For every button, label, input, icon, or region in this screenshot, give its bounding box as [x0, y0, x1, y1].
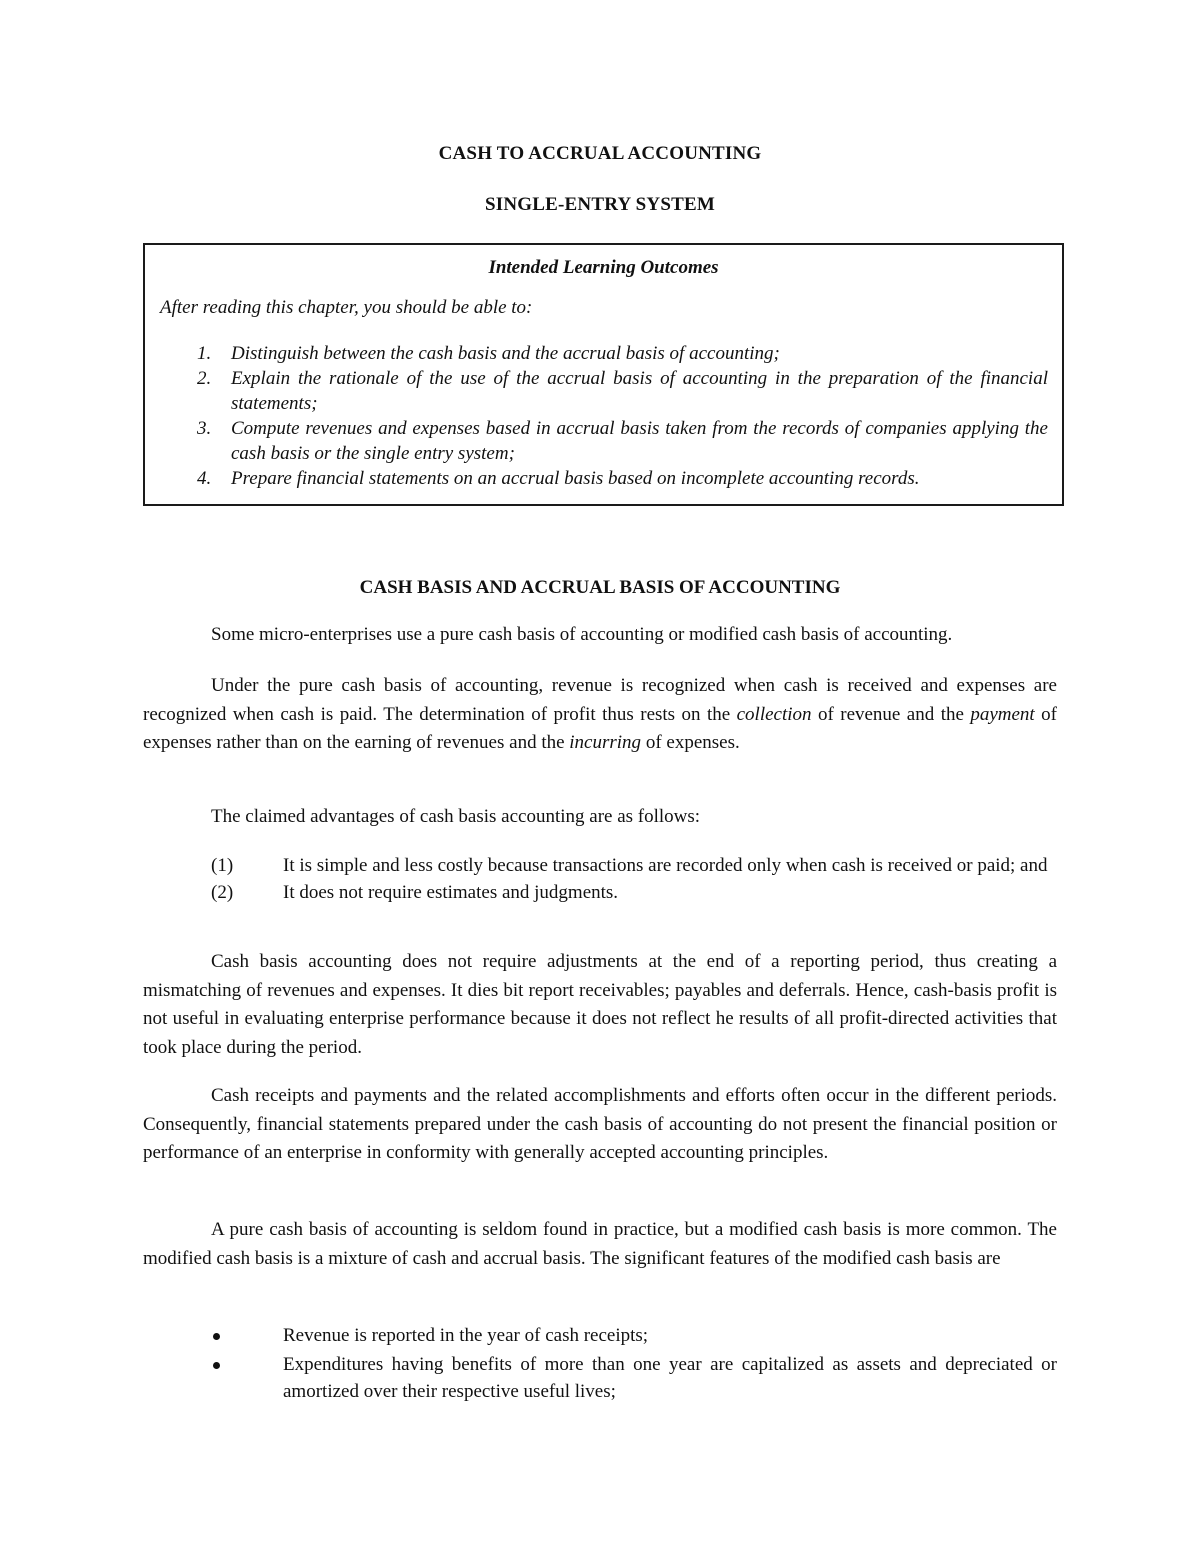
- emphasis-incurring: incurring: [569, 732, 642, 753]
- learning-outcome-number: 3.: [197, 418, 212, 439]
- feature-text: Expenditures having benefits of more than one year are capitalized as assets and depreciated or amortized over their respective useful lives;: [283, 1354, 1057, 1402]
- learning-outcomes-intro: After reading this chapter, you should be able to:: [160, 297, 533, 318]
- paragraph-text: of expenses.: [641, 732, 740, 753]
- advantage-label: (2): [211, 882, 234, 903]
- learning-outcome-number: 2.: [197, 368, 212, 389]
- learning-outcome-item: [145, 341, 1062, 366]
- paragraph-text: Under the pure cash basis of accounting, revenue is recognized when cash is received and expenses are recognized when cash is paid. The determination of profit thus rests on the: [143, 675, 1057, 725]
- feature-item: [143, 1322, 1057, 1349]
- paragraph-modified-cash-basis: A pure cash basis of accounting is seldom found in practice, but a modified cash basis is more common. The modified cash basis is a mixture of cash and accrual basis. The significant features of the modified cash basis are: [143, 1219, 1057, 1269]
- learning-outcome-text: Distinguish between the cash basis and the accrual basis of accounting;: [231, 343, 780, 364]
- advantages-list: [143, 852, 1057, 906]
- paragraph-mismatching: Cash basis accounting does not require adjustments at the end of a reporting period, thus creating a mismatching of revenues and expenses. It dies bit report receivables; payables and deferrals. Hence, cash-basis profit is not useful in evaluating enterprise performance because it does not reflect he results of all profit-directed activities that took place during the period.: [143, 951, 1057, 1058]
- paragraph-cash-receipts: Cash receipts and payments and the related accomplishments and efforts often occur in the different periods. Consequently, financial statements prepared under the cash basis of accounting do not present the financial position or performance of an enterprise in conformity with generally accepted accounting principles.: [143, 1085, 1057, 1163]
- paragraph-text: of revenue and the: [811, 703, 971, 725]
- learning-outcomes-heading: Intended Learning Outcomes: [488, 257, 719, 278]
- bullet-icon: [213, 1333, 220, 1340]
- learning-outcome-item: [145, 366, 1062, 416]
- bullet-icon: [213, 1362, 220, 1369]
- feature-item: [143, 1351, 1057, 1405]
- emphasis-payment: payment: [970, 703, 1035, 725]
- paragraph-intro: Some micro-enterprises use a pure cash basis of accounting or modified cash basis of accounting.: [211, 624, 953, 645]
- advantage-item: [143, 852, 1057, 879]
- advantage-label: (1): [211, 855, 234, 876]
- learning-outcomes-box: [143, 243, 1064, 506]
- advantage-text: It is simple and less costly because transactions are recorded only when cash is received or paid; and: [283, 855, 1048, 876]
- paragraph-advantages-intro: The claimed advantages of cash basis accounting are as follows:: [211, 806, 701, 827]
- learning-outcome-text: Explain the rationale of the use of the accrual basis of accounting in the preparation of the financial statements;: [231, 368, 1048, 414]
- learning-outcome-text: Compute revenues and expenses based in accrual basis taken from the records of companies applying the cash basis or the single entry system;: [231, 418, 1048, 464]
- advantage-item: [143, 879, 1057, 906]
- features-list: [143, 1322, 1057, 1407]
- advantage-text: It does not require estimates and judgments.: [283, 882, 619, 903]
- paragraph-pure-cash-basis: [143, 672, 1057, 758]
- learning-outcome-number: 1.: [197, 343, 212, 364]
- learning-outcome-text: Prepare financial statements on an accrual basis based on incomplete accounting records.: [231, 468, 920, 489]
- learning-outcome-item: [145, 416, 1062, 466]
- emphasis-collection: collection: [736, 703, 812, 725]
- learning-outcomes-list: [145, 341, 1062, 491]
- section-heading: CASH BASIS AND ACCRUAL BASIS OF ACCOUNTING: [359, 577, 841, 598]
- learning-outcome-number: 4.: [197, 468, 212, 489]
- paragraph-text: of expenses rather than on the earning of revenues and the: [143, 703, 1057, 753]
- feature-text: Revenue is reported in the year of cash receipts;: [283, 1325, 649, 1346]
- learning-outcome-item: [145, 466, 1062, 491]
- document-subtitle: SINGLE-ENTRY SYSTEM: [485, 194, 715, 215]
- document-title: CASH TO ACCRUAL ACCOUNTING: [438, 143, 762, 164]
